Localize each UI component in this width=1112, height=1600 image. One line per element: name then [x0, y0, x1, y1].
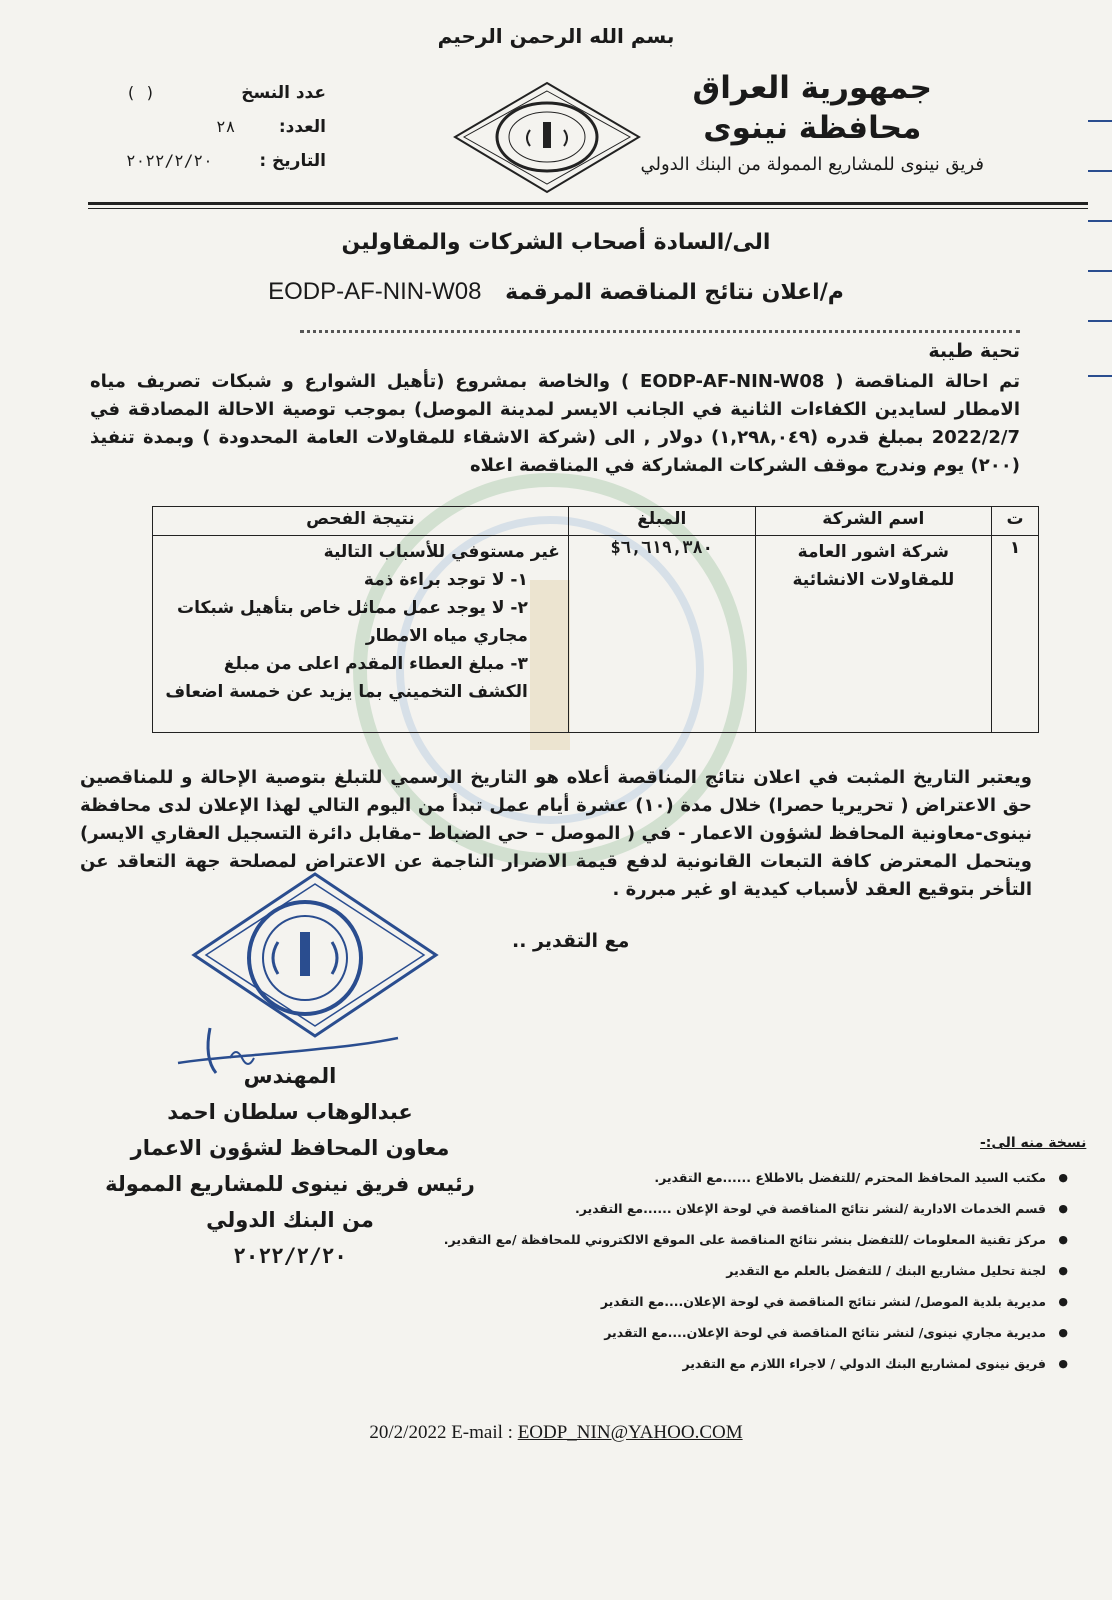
- result-reason: ٣- مبلغ العطاء المقدم اعلى من مبلغ الكشف التخميني بما يزيد عن خمسة اضعاف: [165, 654, 528, 702]
- list-item: ● لجنة تحليل مشاريع البنك / للتفضل بالعلم مع التقدير: [508, 1255, 1068, 1286]
- official-stamp-icon: [190, 870, 440, 1040]
- edge-mark: [1088, 270, 1112, 272]
- subject-line: [0, 278, 1112, 306]
- number-row: [126, 110, 326, 144]
- email-link[interactable]: EODP_NIN@YAHOO.COM: [517, 1422, 743, 1443]
- table-row: [153, 536, 1039, 733]
- addressee: الى/السادة أصحاب الشركات والمقاولين: [341, 230, 771, 255]
- header-seq: ت: [992, 507, 1039, 536]
- date-row: [126, 144, 326, 178]
- list-item: ● قسم الخدمات الادارية /لنشر نتائج المناقصة في لوحة الإعلان ......مع التقدير.: [508, 1193, 1068, 1224]
- header-divider: [88, 202, 1088, 205]
- signature-block: [100, 1058, 480, 1274]
- letterhead: [640, 68, 984, 178]
- list-item: ● مديرية مجاري نينوى/ لنشر نتائج المناقصة في لوحة الإعلان....مع التقدير: [508, 1317, 1068, 1348]
- closing-regards: مع التقدير ..: [512, 930, 630, 952]
- basmala: بسم الله الرحمن الرحيم: [437, 24, 675, 48]
- country-name: جمهورية العراق: [692, 70, 932, 106]
- row-company: شركة اشور العامة للمقاولات الانشائية: [755, 536, 991, 733]
- copy-to-list: [443, 1162, 1068, 1379]
- dotted-divider: [300, 330, 1020, 333]
- edge-mark: [1088, 220, 1112, 222]
- number-label: العدد:: [278, 117, 326, 137]
- result-reason: ١- لا توجد براءة ذمة: [363, 570, 528, 590]
- signer-position: معاون المحافظ لشؤون الاعمار: [130, 1136, 450, 1160]
- header-result: نتيجة الفحص: [153, 507, 569, 536]
- signer-date: ٢٠٢٢/٢/٢٠: [233, 1244, 347, 1268]
- header-company: اسم الشركة: [755, 507, 991, 536]
- result-reason: ٢- لا يوجد عمل مماثل خاص بتأهيل شبكات مجاري مياه الامطار: [177, 598, 528, 646]
- edge-mark: [1088, 375, 1112, 377]
- footer: [0, 1422, 1112, 1444]
- edge-mark: [1088, 120, 1112, 122]
- copies-label: عدد النسخ: [241, 83, 326, 103]
- signer-role: رئيس فريق نينوى للمشاريع الممولة من البنك الدولي: [105, 1172, 475, 1232]
- header-divider-thin: [88, 208, 1088, 209]
- row-result: [153, 536, 569, 733]
- table-header-row: [153, 507, 1039, 536]
- edge-mark: [1088, 320, 1112, 322]
- team-name: فريق نينوى للمشاريع الممولة من البنك الدولي: [640, 154, 984, 175]
- reference-block: [126, 76, 326, 178]
- date-label: التاريخ :: [259, 151, 326, 171]
- row-amount: $٦,٦١٩,٣٨٠: [568, 536, 755, 733]
- signer-title: المهندس: [243, 1064, 337, 1088]
- copies-value: ( ): [126, 83, 155, 102]
- date-value: ٢٠٢٢/٢/٢٠: [126, 151, 213, 170]
- number-value: ٢٨: [216, 117, 236, 136]
- intro-paragraph: تم احالة المناقصة ( EODP-AF-NIN-W08 ) والخاصة بمشروع (تأهيل الشوارع و شبكات تصريف مياه الامطار لسايدين الكفاءات الثانية في الجانب الايسر لمدينة الموصل) بموجب توصية الاحالة المصادقة في 2022/2/7 بمبلغ قدره (١,٢٩٨,٠٤٩) دولار , الى (شركة الاشقاء للمقاولات العامة المحدودة ) وبمدة تنفيذ (٢٠٠) يوم وندرج موقف الشركات المشاركة في المناقصة اعلاه: [90, 371, 1021, 476]
- row-seq: ١: [992, 536, 1039, 733]
- list-item: ● فريق نينوى لمشاريع البنك الدولي / لاجراء اللازم مع التقدير: [508, 1348, 1068, 1379]
- copies-row: [126, 76, 326, 110]
- result-title: غير مستوفي للأسباب التالية: [323, 542, 560, 562]
- copy-to-title: نسخة منه الى:-: [980, 1135, 1087, 1151]
- list-item: ● مكتب السيد المحافظ المحترم /للتفضل بالاطلاع ......مع التقدير.: [508, 1162, 1068, 1193]
- results-table: [152, 506, 1039, 733]
- greeting: تحية طيبة: [928, 340, 1020, 362]
- subject-text: م/اعلان نتائج المناقصة المرقمة: [505, 280, 844, 305]
- objection-paragraph: ويعتبر التاريخ المثبت في اعلان نتائج المناقصة أعلاه هو التاريخ الرسمي للتبلغ بتوصية الإحالة و للمناقصين حق الاعتراض ( تحريريا حصرا) خلال مدة (١٠) عشرة أيام عمل تبدأ من اليوم التالي لهذا الإعلان لدى محافظة نينوى-معاونية المحافظ لشؤون الاعمار - في ( الموصل – حي الضباط –مقابل دائرة التسجيل العقاري الايسر) ويتحمل المعترض كافة التبعات القانونية لدفع قيمة الاضرار الناجمة عن الاعتراض لمصلحة جهة التعاقد عن التأخر بتوقيع العقد لأسباب كيدية او غير مبررة .: [80, 767, 1032, 900]
- list-item: ● مديرية بلدية الموصل/ لنشر نتائج المناقصة في لوحة الإعلان....مع التقدير: [508, 1286, 1068, 1317]
- footer-date: 20/2/2022: [369, 1422, 447, 1443]
- edge-mark: [1088, 170, 1112, 172]
- tender-code: EODP-AF-NIN-W08: [268, 278, 482, 305]
- header-amount: المبلغ: [568, 507, 755, 536]
- signer-name: عبدالوهاب سلطان احمد: [167, 1100, 413, 1124]
- governorate-name: محافظة نينوى: [703, 110, 922, 146]
- team-logo-icon: [452, 80, 642, 195]
- email-label: E-mail :: [451, 1422, 513, 1443]
- list-item: ● مركز تقنية المعلومات /للتفضل بنشر نتائج المناقصة على الموقع الالكتروني للمحافظة /مع التقدير.: [508, 1224, 1068, 1255]
